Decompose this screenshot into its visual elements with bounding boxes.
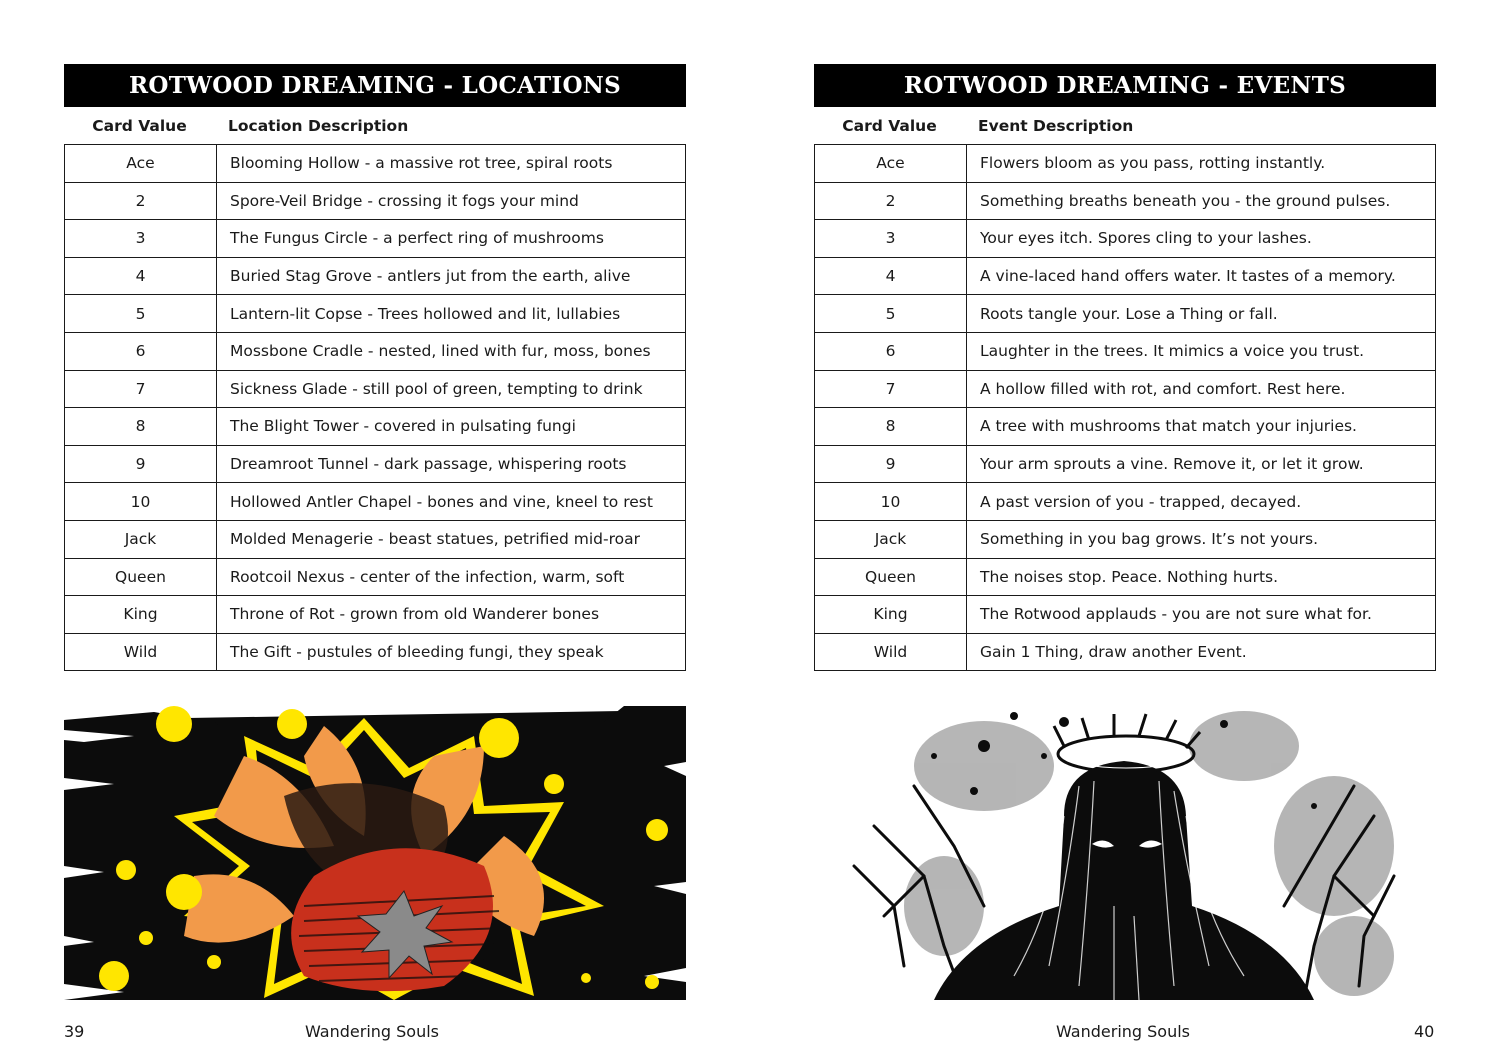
card-value-cell: 3 xyxy=(815,220,967,258)
location-row xyxy=(65,295,686,333)
description-cell: A past version of you - trapped, decayed. xyxy=(967,483,1436,521)
description-cell: Your eyes itch. Spores cling to your lashes. xyxy=(967,220,1436,258)
card-value-cell: Ace xyxy=(815,145,967,183)
right-page xyxy=(750,0,1500,1064)
card-value-cell: Queen xyxy=(815,558,967,596)
rot-flower-illustration xyxy=(64,706,686,1000)
card-value-cell: 8 xyxy=(815,408,967,446)
description-cell: Lantern-lit Copse - Trees hollowed and lit, lullabies xyxy=(217,295,686,333)
card-value-cell: Queen xyxy=(65,558,217,596)
card-value-cell: 8 xyxy=(65,408,217,446)
event-row xyxy=(815,370,1436,408)
description-cell: Sickness Glade - still pool of green, tempting to drink xyxy=(217,370,686,408)
locations-table xyxy=(64,144,686,671)
location-row xyxy=(65,370,686,408)
event-row xyxy=(815,145,1436,183)
description-cell: Mossbone Cradle - nested, lined with fur, moss, bones xyxy=(217,332,686,370)
event-row xyxy=(815,596,1436,634)
col-card-value: Card Value xyxy=(92,116,187,135)
events-column-headers xyxy=(814,107,1436,144)
event-row xyxy=(815,257,1436,295)
location-row xyxy=(65,145,686,183)
location-row xyxy=(65,520,686,558)
description-cell: The Fungus Circle - a perfect ring of mushrooms xyxy=(217,220,686,258)
description-cell: Dreamroot Tunnel - dark passage, whispering roots xyxy=(217,445,686,483)
description-cell: Flowers bloom as you pass, rotting instantly. xyxy=(967,145,1436,183)
location-row xyxy=(65,558,686,596)
location-row xyxy=(65,220,686,258)
event-row xyxy=(815,633,1436,671)
card-value-cell: 10 xyxy=(65,483,217,521)
description-cell: A hollow filled with rot, and comfort. Rest here. xyxy=(967,370,1436,408)
event-row xyxy=(815,182,1436,220)
col-location-description: Location Description xyxy=(228,116,409,135)
footer-title-right: Wandering Souls xyxy=(1056,1022,1191,1041)
card-value-cell: Ace xyxy=(65,145,217,183)
card-value-cell: 4 xyxy=(815,257,967,295)
card-value-cell: Jack xyxy=(65,520,217,558)
card-value-cell: 5 xyxy=(65,295,217,333)
description-cell: Molded Menagerie - beast statues, petrified mid-roar xyxy=(217,520,686,558)
card-value-cell: Jack xyxy=(815,520,967,558)
col-event-description: Event Description xyxy=(978,116,1134,135)
location-row xyxy=(65,257,686,295)
events-table xyxy=(814,144,1436,671)
card-value-cell: 7 xyxy=(65,370,217,408)
description-cell: Throne of Rot - grown from old Wanderer bones xyxy=(217,596,686,634)
card-value-cell: King xyxy=(65,596,217,634)
footer-title-left: Wandering Souls xyxy=(305,1022,440,1041)
card-value-cell: King xyxy=(815,596,967,634)
description-cell: A tree with mushrooms that match your injuries. xyxy=(967,408,1436,446)
description-cell: Spore-Veil Bridge - crossing it fogs your mind xyxy=(217,182,686,220)
card-value-cell: 6 xyxy=(65,332,217,370)
event-row xyxy=(815,220,1436,258)
card-value-cell: 9 xyxy=(65,445,217,483)
card-value-cell: 4 xyxy=(65,257,217,295)
description-cell: Laughter in the trees. It mimics a voice you trust. xyxy=(967,332,1436,370)
locations-title: ROTWOOD DREAMING - LOCATIONS xyxy=(64,64,686,107)
description-cell: The Gift - pustules of bleeding fungi, they speak xyxy=(217,633,686,671)
card-value-cell: 6 xyxy=(815,332,967,370)
event-row xyxy=(815,520,1436,558)
description-cell: The Rotwood applauds - you are not sure what for. xyxy=(967,596,1436,634)
card-value-cell: 3 xyxy=(65,220,217,258)
description-cell: A vine-laced hand offers water. It tastes of a memory. xyxy=(967,257,1436,295)
page-number-left: 39 xyxy=(64,1022,85,1041)
location-row xyxy=(65,408,686,446)
description-cell: Your arm sprouts a vine. Remove it, or let it grow. xyxy=(967,445,1436,483)
location-row xyxy=(65,633,686,671)
card-value-cell: 2 xyxy=(815,182,967,220)
crowned-figure-illustration xyxy=(814,706,1436,1000)
events-title: ROTWOOD DREAMING - EVENTS xyxy=(814,64,1436,107)
description-cell: Something breaths beneath you - the ground pulses. xyxy=(967,182,1436,220)
location-row xyxy=(65,483,686,521)
description-cell: Buried Stag Grove - antlers jut from the earth, alive xyxy=(217,257,686,295)
location-row xyxy=(65,596,686,634)
event-row xyxy=(815,408,1436,446)
event-row xyxy=(815,483,1436,521)
description-cell: Blooming Hollow - a massive rot tree, spiral roots xyxy=(217,145,686,183)
col-card-value: Card Value xyxy=(842,116,937,135)
card-value-cell: 5 xyxy=(815,295,967,333)
page-number-right: 40 xyxy=(1414,1022,1435,1041)
event-row xyxy=(815,558,1436,596)
locations-column-headers xyxy=(64,107,686,144)
location-row xyxy=(65,332,686,370)
description-cell: Rootcoil Nexus - center of the infection, warm, soft xyxy=(217,558,686,596)
event-row xyxy=(815,295,1436,333)
description-cell: The Blight Tower - covered in pulsating fungi xyxy=(217,408,686,446)
description-cell: Something in you bag grows. It’s not yours. xyxy=(967,520,1436,558)
events-panel xyxy=(814,64,1436,671)
location-row xyxy=(65,445,686,483)
locations-panel xyxy=(64,64,686,671)
card-value-cell: 7 xyxy=(815,370,967,408)
card-value-cell: Wild xyxy=(815,633,967,671)
description-cell: Roots tangle your. Lose a Thing or fall. xyxy=(967,295,1436,333)
event-row xyxy=(815,332,1436,370)
description-cell: Gain 1 Thing, draw another Event. xyxy=(967,633,1436,671)
event-row xyxy=(815,445,1436,483)
card-value-cell: 9 xyxy=(815,445,967,483)
card-value-cell: 2 xyxy=(65,182,217,220)
card-value-cell: 10 xyxy=(815,483,967,521)
description-cell: Hollowed Antler Chapel - bones and vine, kneel to rest xyxy=(217,483,686,521)
card-value-cell: Wild xyxy=(65,633,217,671)
description-cell: The noises stop. Peace. Nothing hurts. xyxy=(967,558,1436,596)
location-row xyxy=(65,182,686,220)
